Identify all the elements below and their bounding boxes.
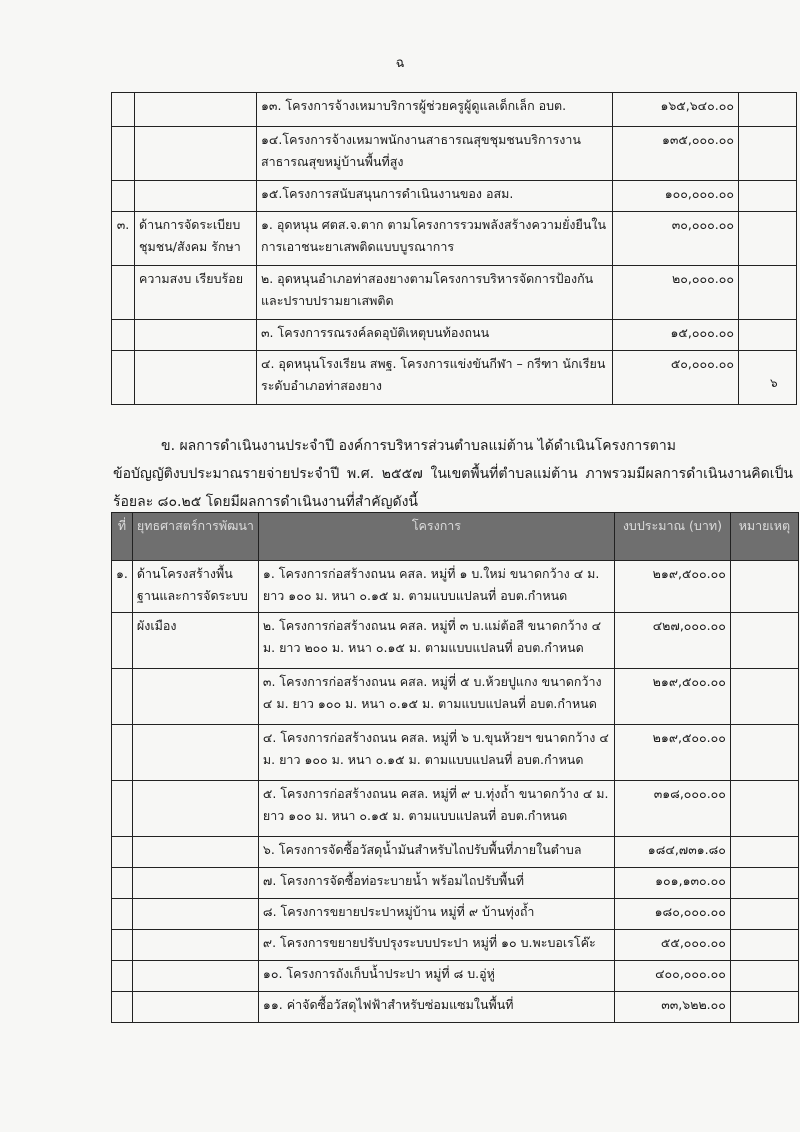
strategy-cell	[132, 899, 258, 930]
row-number	[112, 868, 133, 899]
table-row	[112, 266, 797, 320]
budget-cell: ๓๓,๖๒๒.๐๐	[614, 992, 730, 1023]
project-cell: ๒. โครงการก่อสร้างถนน คสล. หมู่ที่ ๓ บ.แม่ต้อสี ขนาดกว้าง ๔ ม. ยาว ๒๐๐ ม. หนา ๐.๑๕ ม. ตามแบบแปลนที่ อบต.กำหนด	[258, 613, 614, 669]
project-cell: ๔. อุดหนุนโรงเรียน สพฐ. โครงการแข่งขันกีฬา – กรีฑา นักเรียนระดับอำเภอท่าสองยาง	[257, 351, 613, 405]
project-cell: ๖. โครงการจัดซื้อวัสดุน้ำมันสำหรับไถปรับพื้นที่ภายในตำบล	[258, 837, 614, 868]
page-number: ฉ	[395, 56, 405, 71]
paragraph-line-2: ข้อบัญญัติงบประมาณรายจ่ายประจำปี พ.ศ. ๒๕๕๗ ในเขตพื้นที่ตำบลแม่ต้าน ภาพรวมมีผลการดำเนินงานคิดเป็นร้อยละ ๘๐.๒๕ โดยมีผลการดำเนินงานที่สำคัญดังนี้	[113, 466, 793, 510]
strategy-cell	[132, 930, 258, 961]
note-cell	[730, 669, 798, 725]
table-row	[112, 725, 799, 781]
budget-cell: ๕๕,๐๐๐.๐๐	[614, 930, 730, 961]
strategy-cell: ความสงบ เรียบร้อย	[135, 266, 257, 320]
note-cell	[739, 181, 797, 212]
row-number	[112, 320, 135, 351]
row-number	[112, 127, 135, 181]
budget-cell: ๒๑๙,๕๐๐.๐๐	[614, 725, 730, 781]
strategy-cell	[132, 868, 258, 899]
project-cell: ๑๕.โครงการสนับสนุนการดำเนินงานของ อสม.	[257, 181, 613, 212]
header-no: ที่	[112, 513, 133, 561]
table-row	[112, 351, 797, 405]
budget-cell: ๓๐,๐๐๐.๐๐	[613, 212, 739, 266]
row-number	[112, 837, 133, 868]
note-cell	[730, 781, 798, 837]
budget-cell: ๒๑๙,๕๐๐.๐๐	[614, 669, 730, 725]
project-cell: ๑๐. โครงการถังเก็บน้ำประปา หมู่ที่ ๘ บ.อู่หู่	[258, 961, 614, 992]
budget-cell: ๕๐,๐๐๐.๐๐	[613, 351, 739, 405]
paragraph-line-1: ข. ผลการดำเนินงานประจำปี องค์การบริหารส่วนตำบลแม่ต้าน ได้ดำเนินโครงการตาม	[161, 438, 676, 454]
row-number	[112, 266, 135, 320]
project-cell: ๑๑. ค่าจัดซื้อวัสดุไฟฟ้าสำหรับซ่อมแซมในพื้นที่	[258, 992, 614, 1023]
budget-cell: ๒๐,๐๐๐.๐๐	[613, 266, 739, 320]
table-row	[112, 961, 799, 992]
budget-cell: ๑๖๕,๖๔๐.๐๐	[613, 93, 739, 127]
note-cell	[730, 930, 798, 961]
table-row	[112, 781, 799, 837]
budget-cell: ๑๐๐,๐๐๐.๐๐	[613, 181, 739, 212]
table-row	[112, 181, 797, 212]
row-number: ๓.	[112, 212, 135, 266]
note-cell	[730, 992, 798, 1023]
project-cell: ๕. โครงการก่อสร้างถนน คสล. หมู่ที่ ๙ บ.ทุ่งถ้ำ ขนาดกว้าง ๔ ม. ยาว ๑๐๐ ม. หนา ๐.๑๕ ม. ตามแบบแปลนที่ อบต.กำหนด	[258, 781, 614, 837]
note-cell	[739, 351, 797, 405]
budget-cell: ๑๓๕,๐๐๐.๐๐	[613, 127, 739, 181]
table-row	[112, 561, 799, 613]
budget-cell: ๒๑๙,๕๐๐.๐๐	[614, 561, 730, 613]
table-row	[112, 899, 799, 930]
budget-cell: ๑๕,๐๐๐.๐๐	[613, 320, 739, 351]
table-row	[112, 930, 799, 961]
strategy-cell	[132, 669, 258, 725]
row-number: ๑.	[112, 561, 133, 613]
project-cell: ๑. อุดหนุน ศตส.จ.ตาก ตามโครงการรวมพลังสร้างความยั่งยืนในการเอาชนะยาเสพติดแบบบูรณาการ	[257, 212, 613, 266]
row-number	[112, 992, 133, 1023]
strategy-cell: ด้านการจัดระเบียบชุมชน/สังคม รักษา	[135, 212, 257, 266]
strategy-cell: ผังเมือง	[132, 613, 258, 669]
row-number	[112, 781, 133, 837]
project-table-continued	[111, 92, 797, 405]
margin-mark: ๖	[770, 376, 778, 390]
results-paragraph	[113, 432, 793, 516]
table-row	[112, 992, 799, 1023]
budget-cell: ๔๒๗,๐๐๐.๐๐	[614, 613, 730, 669]
strategy-cell	[132, 837, 258, 868]
project-cell: ๒. อุดหนุนอำเภอท่าสองยางตามโครงการบริหารจัดการป้องกันและปราบปรามยาเสพติด	[257, 266, 613, 320]
table-header-row	[112, 513, 799, 561]
project-cell: ๔. โครงการก่อสร้างถนน คสล. หมู่ที่ ๖ บ.ขุนห้วยฯ ขนาดกว้าง ๔ ม. ยาว ๑๐๐ ม. หนา ๐.๑๕ ม. ตามแบบแปลนที่ อบต.กำหนด	[258, 725, 614, 781]
budget-cell: ๑๘๔,๗๓๑.๘๐	[614, 837, 730, 868]
note-cell	[739, 212, 797, 266]
budget-cell: ๑๘๐,๐๐๐.๐๐	[614, 899, 730, 930]
project-cell: ๓. โครงการก่อสร้างถนน คสล. หมู่ที่ ๕ บ.ห้วยปูแกง ขนาดกว้าง ๔ ม. ยาว ๑๐๐ ม. หนา ๐.๑๕ ม. ตามแบบแปลนที่ อบต.กำหนด	[258, 669, 614, 725]
note-cell	[730, 561, 798, 613]
strategy-cell	[135, 351, 257, 405]
header-strategy: ยุทธศาสตร์การพัฒนา	[132, 513, 258, 561]
project-cell: ๑. โครงการก่อสร้างถนน คสล. หมู่ที่ ๑ บ.ใหม่ ขนาดกว้าง ๔ ม. ยาว ๑๐๐ ม. หนา ๐.๑๕ ม. ตามแบบแปลนที่ อบต.กำหนด	[258, 561, 614, 613]
note-cell	[739, 266, 797, 320]
note-cell	[730, 961, 798, 992]
note-cell	[730, 837, 798, 868]
project-cell: ๑๓. โครงการจ้างเหมาบริการผู้ช่วยครูผู้ดูแลเด็กเล็ก อบต.	[257, 93, 613, 127]
table-row	[112, 93, 797, 127]
row-number	[112, 613, 133, 669]
row-number	[112, 93, 135, 127]
strategy-cell	[135, 181, 257, 212]
note-cell	[730, 899, 798, 930]
budget-cell: ๔๐๐,๐๐๐.๐๐	[614, 961, 730, 992]
strategy-cell	[135, 320, 257, 351]
table-row	[112, 320, 797, 351]
row-number	[112, 181, 135, 212]
budget-cell: ๑๐๑,๑๓๐.๐๐	[614, 868, 730, 899]
note-cell	[739, 127, 797, 181]
project-cell: ๓. โครงการรณรงค์ลดอุบัติเหตุบนท้องถนน	[257, 320, 613, 351]
note-cell	[739, 93, 797, 127]
strategy-cell: ด้านโครงสร้างพื้นฐานและการจัดระบบ	[132, 561, 258, 613]
strategy-cell	[135, 93, 257, 127]
budget-cell: ๓๑๘,๐๐๐.๐๐	[614, 781, 730, 837]
row-number	[112, 961, 133, 992]
row-number	[112, 725, 133, 781]
strategy-cell	[132, 961, 258, 992]
note-cell	[739, 320, 797, 351]
table-row	[112, 212, 797, 266]
project-cell: ๑๔.โครงการจ้างเหมาพนักงานสาธารณสุขชุมชนบริการงานสาธารณสุขหมู่บ้านพื้นที่สูง	[257, 127, 613, 181]
table-row	[112, 669, 799, 725]
table-row	[112, 613, 799, 669]
table-row	[112, 868, 799, 899]
strategy-cell	[135, 127, 257, 181]
note-cell	[730, 725, 798, 781]
row-number	[112, 351, 135, 405]
row-number	[112, 930, 133, 961]
project-cell: ๙. โครงการขยายปรับปรุงระบบประปา หมู่ที่ ๑๐ บ.พะบอเรโค๊ะ	[258, 930, 614, 961]
strategy-cell	[132, 992, 258, 1023]
project-cell: ๗. โครงการจัดซื้อท่อระบายน้ำ พร้อมไถปรับพื้นที่	[258, 868, 614, 899]
row-number	[112, 669, 133, 725]
note-cell	[730, 613, 798, 669]
strategy-cell	[132, 781, 258, 837]
row-number	[112, 899, 133, 930]
table-row	[112, 837, 799, 868]
results-table	[111, 512, 799, 1023]
header-budget: งบประมาณ (บาท)	[614, 513, 730, 561]
project-cell: ๘. โครงการขยายประปาหมู่บ้าน หมู่ที่ ๙ บ้านทุ่งถ้ำ	[258, 899, 614, 930]
table-row	[112, 127, 797, 181]
note-cell	[730, 868, 798, 899]
header-note: หมายเหตุ	[730, 513, 798, 561]
header-project: โครงการ	[258, 513, 614, 561]
strategy-cell	[132, 725, 258, 781]
